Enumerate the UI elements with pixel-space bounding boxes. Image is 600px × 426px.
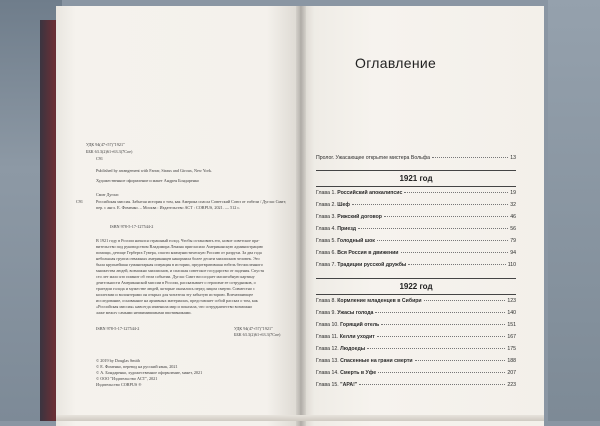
year-rule [316,278,516,279]
year-heading-1921: 1921 год [399,174,433,183]
design-credit: Художественное оформление и макет Андрея Бондаренко [96,178,199,183]
toc-chapter [316,226,516,234]
bbk-bottom: ББК 63.3(2)61+63.3(7Сое) [234,332,281,337]
year-rule [316,294,516,295]
toc-leader [381,324,505,325]
chapter-page: 94 [510,250,516,256]
year-rule [316,186,516,187]
author-code: С91 [96,156,103,161]
chapter-number: Глава 10. [316,322,339,328]
toc-prologue [316,155,516,163]
chapter-page: 175 [507,346,516,352]
chapter-title: Келли уходит [339,334,375,340]
chapter-title: Горящий отель [340,322,380,328]
chapter-page: 123 [507,298,516,304]
toc-chapter [316,202,516,210]
toc-leader [404,192,508,193]
chapter-title: Спасенные на грани смерти [340,358,413,364]
toc-chapter [316,322,516,330]
book-gutter [296,6,306,426]
toc-title: Оглавление [355,55,437,71]
toc-prologue-page: 13 [510,155,516,161]
chapter-title: Голодный шок [337,238,375,244]
chapter-page: 207 [507,370,516,376]
annotation-line: была крупнейшая гуманитарная операция в истории, предотвратившая гибель бесчисленного [96,262,263,267]
chapter-title: Кормление младенцев в Сибири [337,298,422,304]
toc-leader [415,360,506,361]
annotation-line: сто лет мало кто помнит об этом событии. Дуглас Смит воссоздает масштабную картину [96,274,255,279]
annotation-line: даже между самыми непримиримыми противниками. [96,310,192,314]
annotation-line: В 1921 году в России начался страшный голод. Чтобы остановить его, новое советское пра- [96,238,260,243]
chapter-number: Глава 12. [316,346,339,352]
toc-leader [377,336,506,337]
annotation-line: «Российская миссия» навсегда изменила мир и показала, что сотрудничество возможно [96,304,253,309]
chapter-number: Глава 5. [316,238,336,244]
chapter-title: "АРА!" [340,382,358,388]
isbn-top: ISBN 978-5-17-127544-2 [110,224,154,229]
annotation-line: исследование, основанное на архивных материалах, представляет собой рассказ о том, как [96,298,258,303]
copyright-line: © А. Бондаренко, художественное оформление, макет, 2021 [96,370,203,375]
chapter-title: Шеф [337,202,350,208]
page-edges [56,415,544,421]
chapter-title: Приезд [337,226,357,232]
toc-chapter [316,262,516,270]
copyright-line: Издательство CORPUS ® [96,382,142,387]
author-name: Смит Дуглас [96,192,119,197]
chapter-title: Рижский договор [337,214,382,220]
isbn-bottom: ISBN 978-5-17-127544-2 [96,326,140,331]
toc-chapter [316,250,516,258]
annotation-line: коллегами и волонтерами он открыл для читателя эту забытую историю. Впечатляющее [96,292,254,297]
toc-chapter [316,190,516,198]
chapter-number: Глава 9. [316,310,336,316]
toc-chapter [316,346,516,354]
chapter-page: 56 [510,226,516,232]
chapter-number: Глава 8. [316,298,336,304]
chapter-number: Глава 13. [316,358,339,364]
chapter-title: Российский апокалипсис [337,190,403,196]
toc-chapter [316,370,516,378]
udk-code: УДК 94(47+57)"1921" [86,142,125,147]
chapter-number: Глава 3. [316,214,336,220]
toc-leader [432,157,508,158]
chapter-number: Глава 6. [316,250,336,256]
year-heading-1922: 1922 год [399,282,433,291]
chapter-title: Людоеды [340,346,366,352]
chapter-page: 110 [507,262,516,268]
catalog-entry: Российская миссия. Забытая история о том, как Америка спасла Советский Союз от гибели / Дуглас Смит; пер. с англ. Е. Фоменко. – Москва : Издательство АСТ : CORPUS, 2021. — 512 с. [96,199,287,210]
annotation-line: помощи, детище Герберта Гувера, спасти коммунистическую Россию от разрухи. За два года [96,250,262,255]
chapter-title: Вся Россия в движении [337,250,399,256]
chapter-title: Традиции русской дружбы [337,262,407,268]
toc-leader [358,228,508,229]
annotation-line: небольшая группа отважных американцев накормила более десяти миллионов человек. Это [96,256,260,261]
published-by: Published by arrangement with Farrar, Straus and Giroux, New York. [96,168,213,173]
toc-leader [424,300,506,301]
toc-chapter [316,382,516,390]
toc-prologue-label: Пролог. Ужасающее открытие мистера Вольфа [316,155,430,161]
udk-bottom: УДК 94(47+57)"1921" [234,326,273,331]
toc-chapter [316,214,516,222]
chapter-page: 79 [510,238,516,244]
chapter-page: 32 [510,202,516,208]
chapter-page: 167 [507,334,516,340]
bbk-code: ББК 63.3(2)61+63.3(7Сое) [86,149,133,154]
chapter-number: Глава 1. [316,190,336,196]
toc-leader [401,252,509,253]
chapter-number: Глава 2. [316,202,336,208]
annotation-line: вительство под руководством Владимира Ленина пригласило Американскую администрацию [96,244,263,249]
chapter-number: Глава 7. [316,262,336,268]
toc-leader [408,264,505,265]
catalog-code: С91 [76,199,83,204]
chapter-number: Глава 15. [316,382,339,388]
background-right [548,0,600,421]
toc-chapter [316,238,516,246]
toc-leader [359,384,505,385]
toc-leader [377,240,508,241]
copyright-line: © Е. Фоменко, перевод на русский язык, 2021 [96,364,178,369]
chapter-page: 151 [507,322,516,328]
chapter-page: 46 [510,214,516,220]
toc-chapter [316,334,516,342]
annotation-line: деятельности Американской миссии в России, рассказывает о героизме ее сотрудников, о [96,280,256,285]
chapter-page: 140 [507,310,516,316]
toc-leader [352,204,508,205]
year-rule [316,170,516,171]
chapter-title: Смерть в Уфе [340,370,377,376]
copyright-line: © 2019 by Douglas Smith [96,358,140,363]
toc-chapter [316,358,516,366]
toc-leader [367,348,505,349]
copyright-line: © ООО "Издательство АСТ", 2021 [96,376,158,381]
annotation-line: множества людей, возможно миллионов, и спасшая советское государство от падения. Спустя [96,268,264,273]
chapter-number: Глава 4. [316,226,336,232]
chapter-title: Ужасы голода [337,310,374,316]
annotation [96,238,294,314]
chapter-page: 19 [510,190,516,196]
toc-leader [384,216,508,217]
chapter-number: Глава 14. [316,370,339,376]
toc-leader [378,372,505,373]
annotation-line: трагедии голода и мужестве людей, которые оказались перед лицом смерти. Совместно с [96,286,255,291]
toc-chapter [316,310,516,318]
chapter-number: Глава 11. [316,334,339,340]
chapter-page: 188 [507,358,516,364]
chapter-page: 223 [507,382,516,388]
copyright-block [96,358,292,388]
toc-leader [375,312,505,313]
toc-chapter [316,298,516,306]
